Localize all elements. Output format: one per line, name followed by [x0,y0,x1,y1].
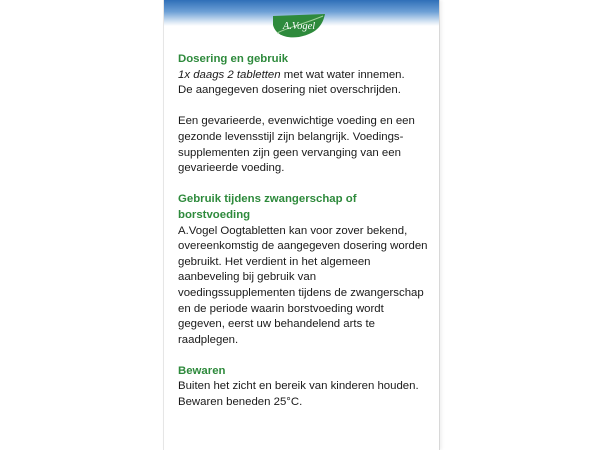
storage-heading: Bewaren [178,364,226,377]
storage-line-1: Buiten het zicht en bereik van kinderen houden. [178,380,419,393]
pregnancy-text: A.Vogel Oogtabletten kan voor zover bekend, overeenkomstig de aangegeven dosering worden gebruikt. Het verdient in het algemeen aanbeveling bij gebruik van voedingssupplementen tijdens de zwangerschap en de periode waarin borstvoeding wordt gegeven, eerst uw behandelend arts te raadplegen. [178,224,428,346]
package-panel [163,0,440,450]
svg-text:A.Vogel: A.Vogel [282,21,316,32]
storage-section [178,364,428,411]
dosage-line-1 [178,68,428,84]
dosage-heading: Dosering en gebruik [178,53,289,65]
pregnancy-section [178,192,428,348]
dosage-section [178,52,428,99]
avogel-logo [269,13,329,39]
dosage-instruction: met wat water innemen. [280,68,405,81]
dosage-line-2: De aangegeven dosering niet overschrijden. [178,84,401,97]
leaflet-text [178,52,428,426]
dosage-amount: 1x daags 2 tabletten [178,68,281,81]
info-text: Een gevarieerde, evenwichtige voeding en een gezonde levensstijl zijn belangrijk. Voedings-supplementen zijn geen vervanging van een gevarieerde voeding. [178,115,415,175]
storage-line-2: Bewaren beneden 25°C. [178,396,303,409]
info-section [178,114,428,176]
pregnancy-heading: Gebruik tijdens zwangerschap of borstvoeding [178,193,357,221]
